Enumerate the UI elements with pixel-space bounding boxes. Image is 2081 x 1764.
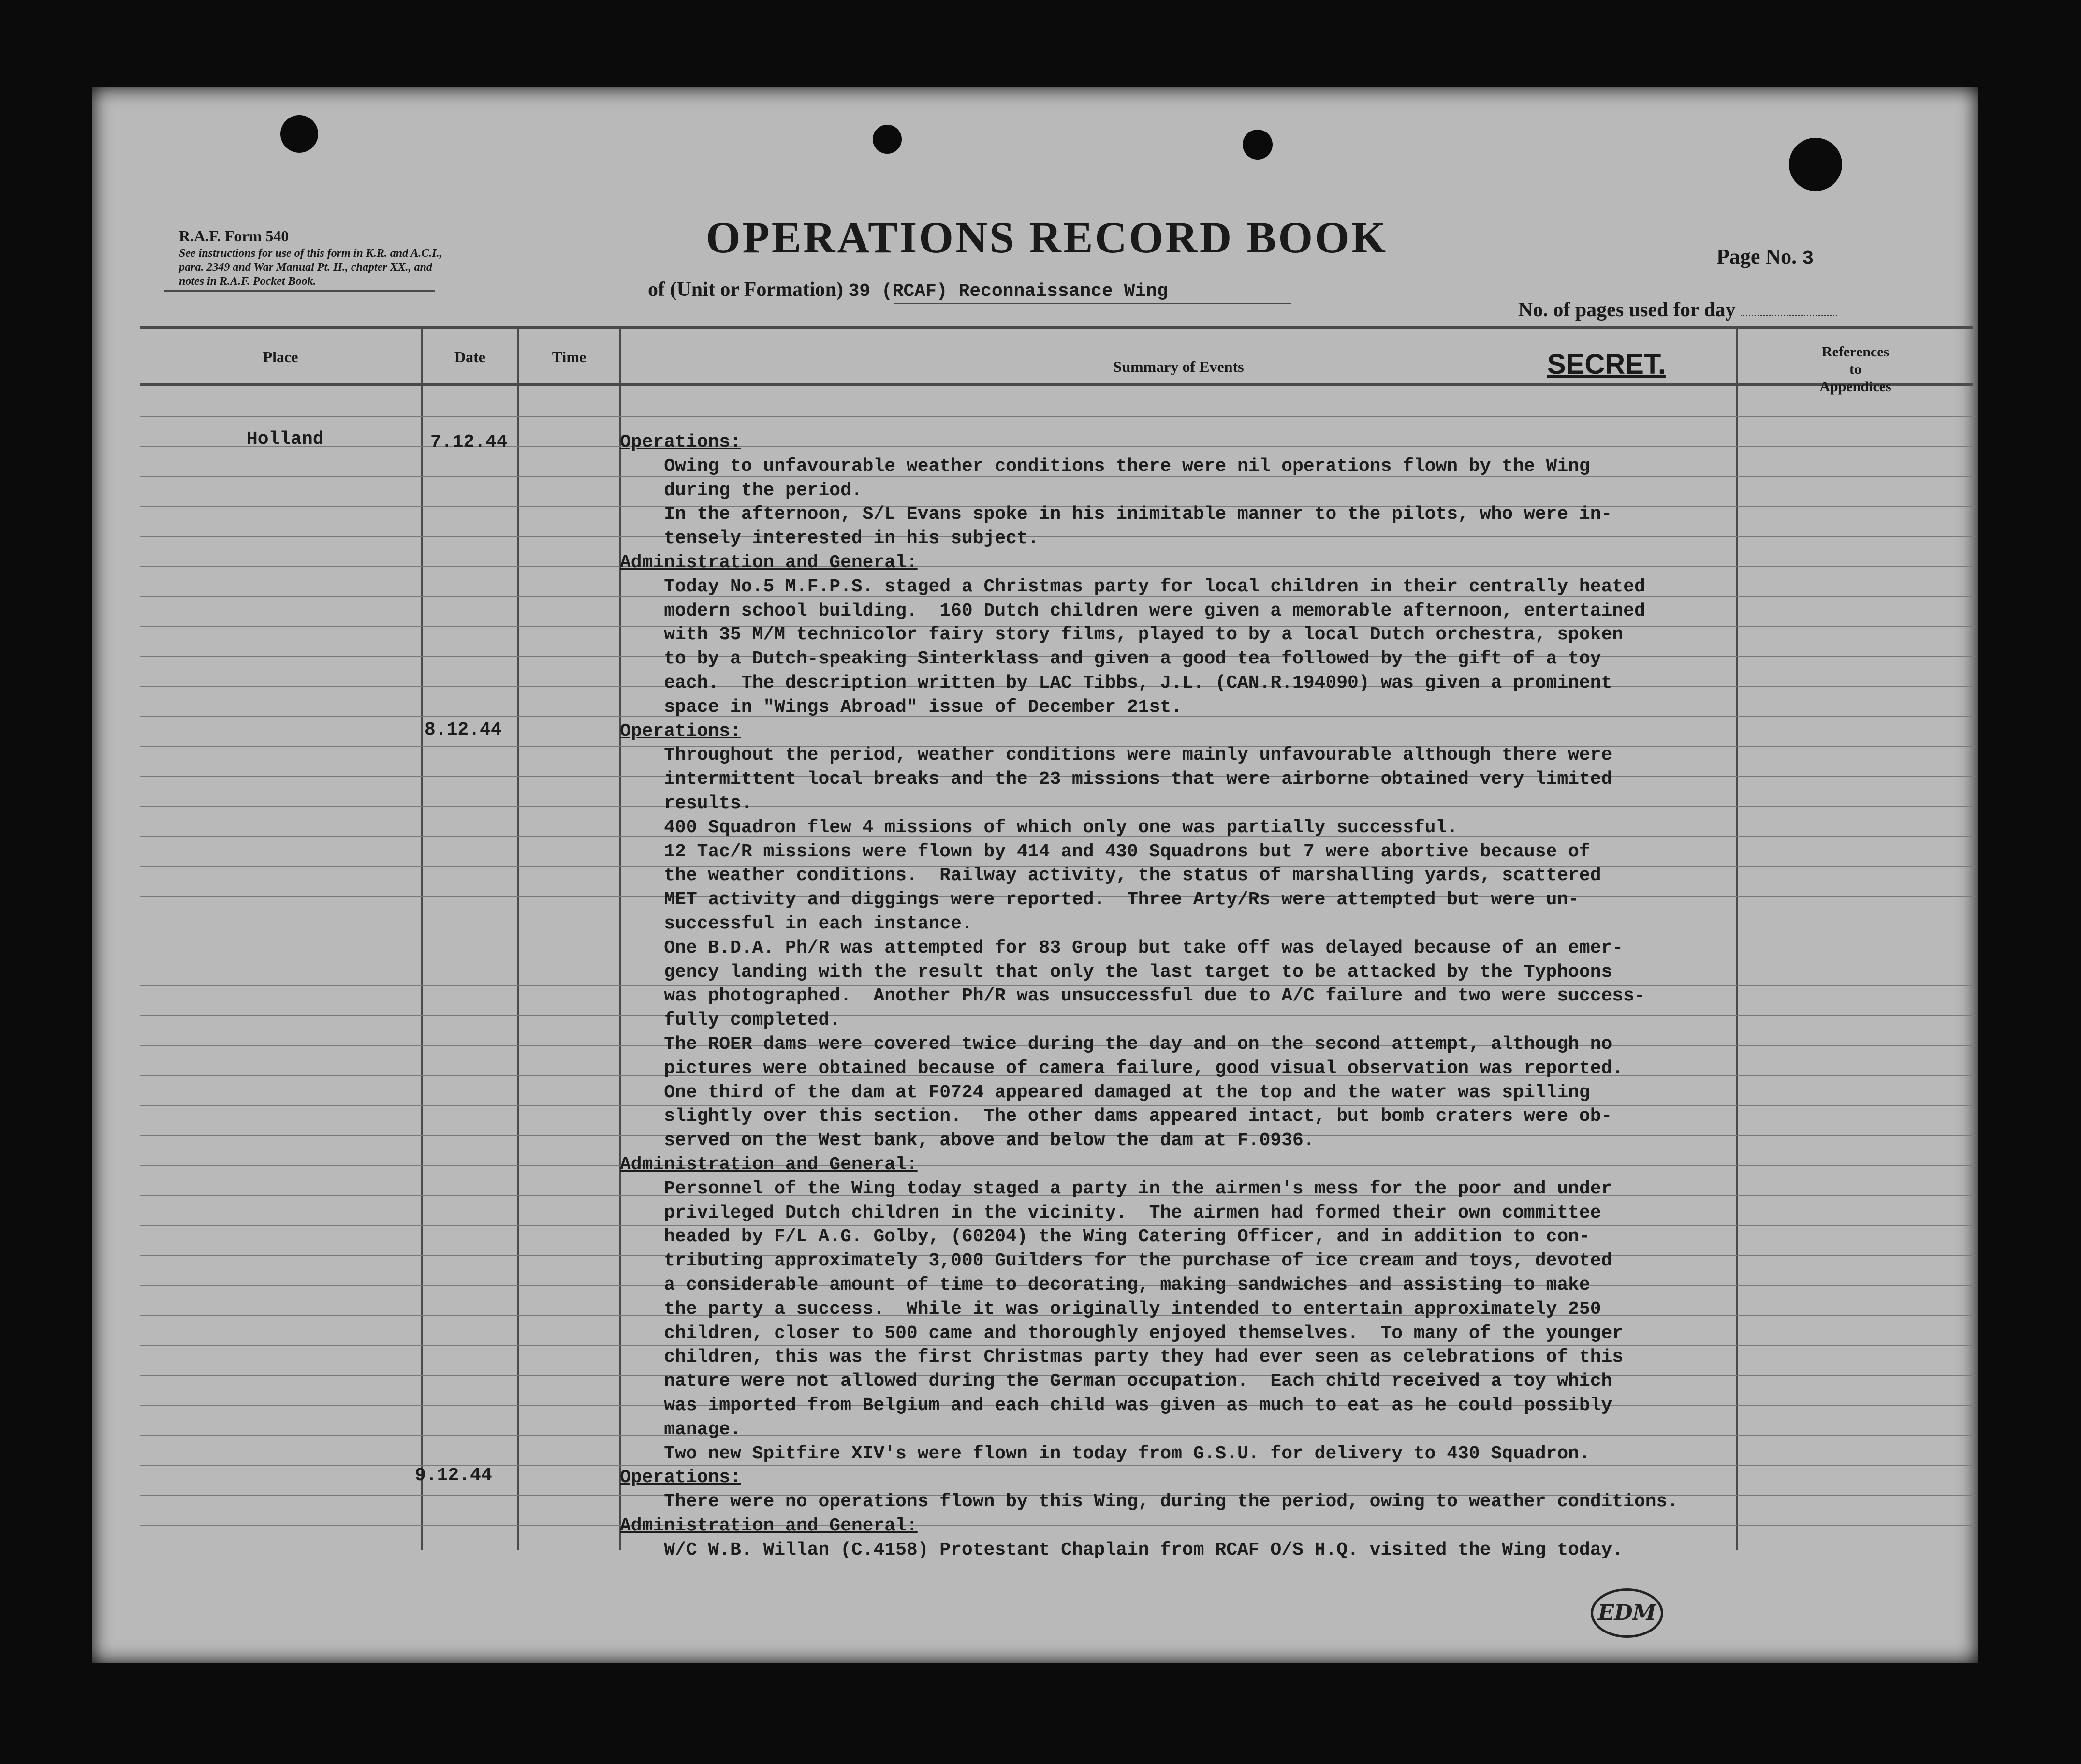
ruled-line [140,1345,1973,1346]
summary-line: space in "Wings Abroad" issue of December 21st. [620,696,1182,718]
ruled-line [140,1015,1973,1016]
summary-line: a considerable amount of time to decorating, making sandwiches and assisting to make [620,1275,1590,1295]
col-rule-2 [517,326,519,1550]
section-heading: Administration and General: [620,1154,918,1175]
ruled-line [140,1525,1973,1526]
punch-hole-2 [873,125,902,154]
summary-line: children, closer to 500 came and thoroughly enjoyed themselves. To many of the younger [620,1323,1624,1344]
date-entry-3: 9.12.44 [415,1465,492,1486]
ruled-line [140,536,1973,537]
instruction-line: notes in R.A.F. Pocket Book. [179,275,316,288]
ruled-line [140,446,1973,447]
summary-line: each. The description written by LAC Tibbs, J.L. (CAN.R.194090) was given a prominent [620,673,1612,693]
pages-used-label: No. of pages used for day [1518,299,1736,321]
summary-line: W/C W.B. Willan (C.4158) Protestant Chaplain from RCAF O/S H.Q. visited the Wing today. [620,1539,1624,1560]
col-rule-4 [1736,326,1738,1550]
ruled-line [140,416,1973,417]
form-instructions [179,247,442,289]
summary-line: tensely interested in his subject. [620,528,1039,549]
date-entry-1: 7.12.44 [430,432,508,453]
summary-line: gency landing with the result that only the last target to be attacked by the Typhoons [620,961,1612,983]
unit-underline [894,303,1291,304]
summary-line: Owing to unfavourable weather conditions there were nil operations flown by the Wing [620,456,1590,477]
header-divider [164,290,435,292]
instruction-line: para. 2349 and War Manual Pt. II., chapter XX., and [179,261,432,274]
summary-line: served on the West bank, above and below the dam at F.0936. [620,1130,1315,1151]
summary-line: tributing approximately 3,000 Guilders for the purchase of ice cream and toys, devoted [620,1250,1612,1272]
secret-marking: SECRET. [1547,349,1666,380]
initials-stamp [1591,1588,1663,1638]
punch-hole-1 [280,115,318,153]
summary-line: Personnel of the Wing today staged a party in the airmen's mess for the poor and under [620,1178,1612,1199]
ruled-line [140,1165,1973,1166]
pages-used-line [1518,298,1837,322]
date-entry-2: 8.12.44 [425,720,502,740]
summary-line: The ROER dams were covered twice during the day and on the second attempt, although no [620,1034,1612,1055]
summary-line: slightly over this section. The other dams appeared intact, but bomb craters were ob- [620,1106,1612,1127]
summary-line: was photographed. Another Ph/R was unsuccessful due to A/C failure and two were success- [620,985,1645,1007]
summary-line: 400 Squadron flew 4 missions of which only one was partially successful. [620,817,1458,838]
place-value: Holland [247,429,324,450]
summary-line: In the afternoon, S/L Evans spoke in his inimitable manner to the pilots, who were in- [620,504,1612,525]
record-sheet [92,87,1978,1663]
references-line: to [1849,361,1861,377]
summary-line: children, this was the first Christmas party they had ever seen as celebrations of this [620,1347,1624,1368]
summary-line: results. [620,793,752,814]
instruction-line: See instructions for use of this form in K.R. and A.C.I., [179,247,442,260]
stamp-initials: EDM [1597,1601,1656,1625]
table-header-rule [140,383,1973,386]
summary-line: to by a Dutch-speaking Sinterklass and given a good tea followed by the gift of a toy [620,648,1601,670]
summary-line: MET activity and diggings were reported. Three Arty/Rs were attempted but were un- [620,889,1579,911]
summary-line: headed by F/L A.G. Golby, (60204) the Wing Catering Officer, and in addition to con- [620,1226,1590,1248]
summary-line: Today No.5 M.F.P.S. staged a Christmas party for local children in their centrally heated [620,576,1645,597]
summary-line: successful in each instance. [620,913,973,934]
summary-line: 12 Tac/R missions were flown by 414 and 430 Squadrons but 7 were abortive because of [620,841,1590,862]
summary-line: was imported from Belgium and each child was given as much to eat as he could possibly [620,1395,1612,1416]
table-top-rule [140,326,1973,329]
summary-line: privileged Dutch children in the vicinity. The airmen had formed their own committee [620,1202,1601,1223]
summary-line: pictures were obtained because of camera failure, good visual observation was reported. [620,1058,1624,1079]
summary-line: Two new Spitfire XIV's were flown in today from G.S.U. for delivery to 430 Squadron. [620,1443,1590,1464]
col-rule-1 [421,326,423,1550]
references-line: References [1821,344,1890,360]
page-label: Page No. [1716,245,1797,268]
unit-label: of (Unit or Formation) [648,279,843,301]
ruled-line [140,806,1973,807]
summary-line: Throughout the period, weather conditions were mainly unfavourable although there were [620,745,1612,766]
section-heading: Operations: [620,1467,741,1488]
summary-line: the party a success. While it was originally intended to entertain approximately 250 [620,1298,1601,1320]
summary-line: fully completed. [620,1010,841,1031]
summary-line: nature were not allowed during the German occupation. Each child received a toy which [620,1371,1612,1392]
punch-hole-4 [1789,138,1842,191]
unit-line [648,278,1168,302]
summary-line: with 35 M/M technicolor fairy story films, played to by a local Dutch orchestra, spoken [620,624,1624,646]
summary-line: There were no operations flown by this Wing, during the period, owing to weather conditions. [620,1491,1679,1513]
section-heading: Operations: [620,432,741,453]
ruled-line [140,1435,1973,1436]
unit-value: 39 (RCAF) Reconnaissance Wing [848,281,1168,302]
section-heading: Operations: [620,720,741,742]
date-header: Date [454,348,485,366]
summary-header: Summary of Events [1113,358,1244,375]
summary-line: One third of the dam at F0724 appeared damaged at the top and the water was spilling [620,1082,1590,1103]
form-number: R.A.F. Form 540 [179,227,289,245]
references-header [1738,343,1973,396]
summary-line: during the period. [620,480,863,501]
ruled-line [140,566,1973,567]
summary-line: manage. [620,1419,741,1440]
section-heading: Administration and General: [620,1515,918,1536]
references-line: Appendices [1819,379,1891,395]
place-header: Place [263,348,298,366]
summary-line: modern school building. 160 Dutch children were given a memorable afternoon, entertained [620,600,1645,621]
summary-line: the weather conditions. Railway activity, the status of marshalling yards, scattered [620,865,1601,886]
page-number-line [1716,244,1814,270]
summary-line: One B.D.A. Ph/R was attempted for 83 Group but take off was delayed because of an emer- [620,937,1624,958]
punch-hole-3 [1243,130,1273,160]
section-heading: Administration and General: [620,552,918,573]
form-title: OPERATIONS RECORD BOOK [706,213,1388,262]
summary-line: intermittent local breaks and the 23 missions that were airborne obtained very limited [620,769,1612,790]
time-header: Time [552,348,586,366]
page-value: 3 [1802,248,1814,270]
